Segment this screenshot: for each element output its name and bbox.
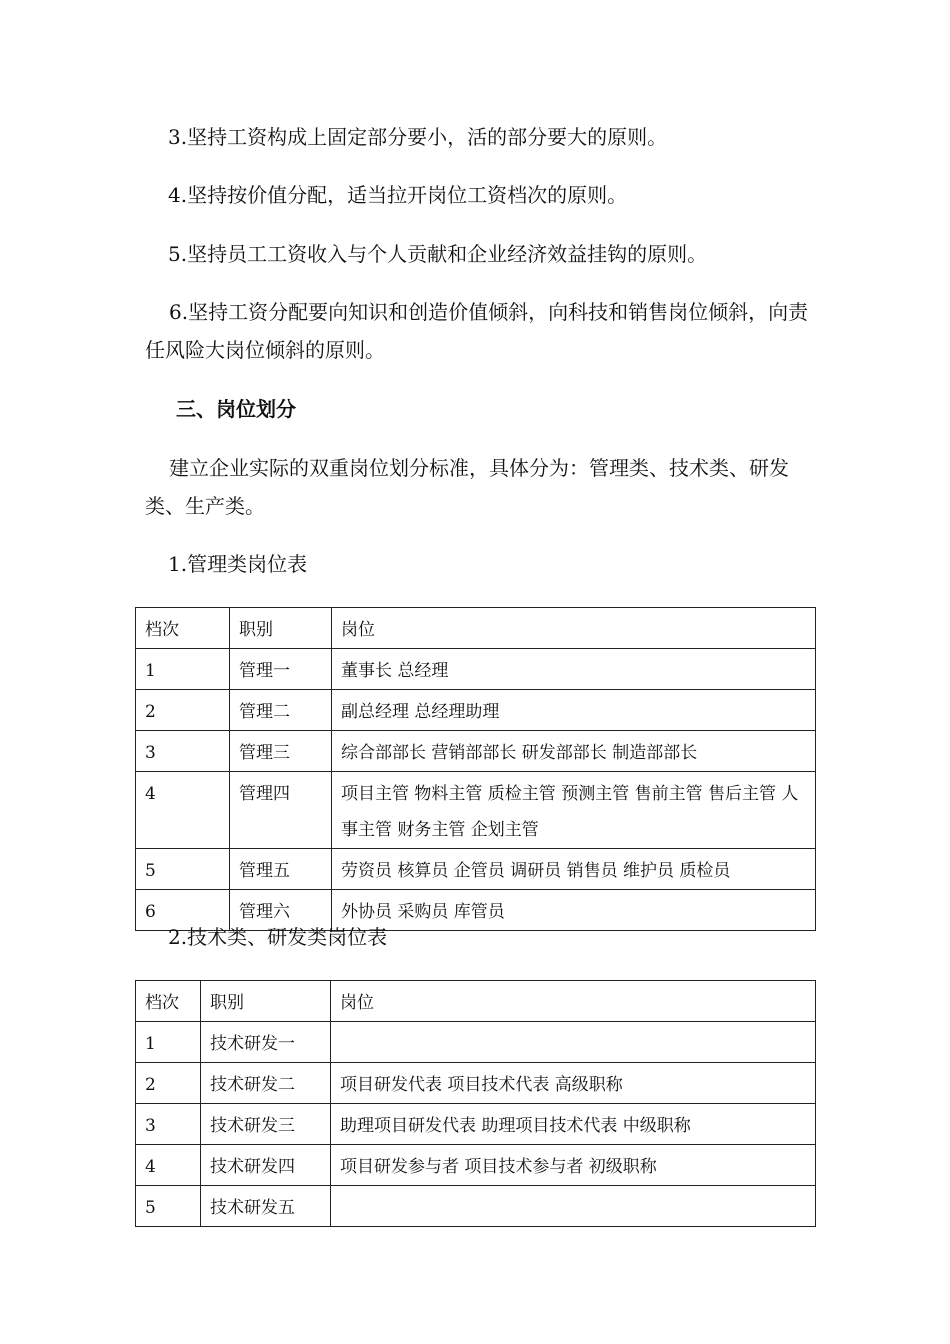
- table-row: [136, 1063, 816, 1104]
- intro-paragraph: 建立企业实际的双重岗位划分标准，具体分为：管理类、技术类、研发类、生产类。: [145, 456, 789, 518]
- header-cell: 岗位: [331, 981, 816, 1022]
- table-cell: [331, 1022, 816, 1063]
- header-cell: 岗位: [332, 608, 816, 649]
- section-title: 三、岗位划分: [176, 397, 296, 421]
- table-cell: 助理项目研发代表 助理项目技术代表 中级职称: [331, 1104, 816, 1145]
- table-row: [136, 772, 816, 849]
- table-cell: 外协员 采购员 库管员: [332, 890, 816, 931]
- table-cell: 技术研发五: [201, 1186, 331, 1227]
- table-cell: [331, 1186, 816, 1227]
- table-cell: 综合部部长 营销部部长 研发部部长 制造部部长: [332, 731, 816, 772]
- table-cell: 2: [136, 690, 230, 731]
- table-cell: 2: [136, 1063, 201, 1104]
- table-header-row: [136, 608, 816, 649]
- table-cell: 技术研发三: [201, 1104, 331, 1145]
- table-cell: 项目研发代表 项目技术代表 高级职称: [331, 1063, 816, 1104]
- table-cell: 5: [136, 1186, 201, 1227]
- table-row: [136, 649, 816, 690]
- table-cell: 董事长 总经理: [332, 649, 816, 690]
- table-cell: 1: [136, 1022, 201, 1063]
- table1-caption: 1.管理类岗位表: [168, 552, 308, 576]
- header-cell: 职别: [230, 608, 332, 649]
- table-cell: 技术研发四: [201, 1145, 331, 1186]
- table-cell: 4: [136, 772, 230, 849]
- principle-3: 3.坚持工资构成上固定部分要小，活的部分要大的原则。: [168, 125, 668, 149]
- table-row: [136, 1104, 816, 1145]
- table-cell: 项目研发参与者 项目技术参与者 初级职称: [331, 1145, 816, 1186]
- tech-rd-positions-table: [135, 980, 816, 1227]
- table-cell: 项目主管 物料主管 质检主管 预测主管 售前主管 售后主管 人事主管 财务主管 企划主管: [332, 772, 816, 849]
- principle-4: 4.坚持按价值分配，适当拉开岗位工资档次的原则。: [168, 183, 628, 207]
- header-cell: 职别: [201, 981, 331, 1022]
- principle-5: 5.坚持员工工资收入与个人贡献和企业经济效益挂钩的原则。: [168, 242, 708, 266]
- table-cell: 管理一: [230, 649, 332, 690]
- table-cell: 劳资员 核算员 企管员 调研员 销售员 维护员 质检员: [332, 849, 816, 890]
- table-cell: 技术研发一: [201, 1022, 331, 1063]
- table-row: [136, 690, 816, 731]
- table-cell: 副总经理 总经理助理: [332, 690, 816, 731]
- table-cell: 6: [136, 890, 230, 931]
- management-positions-table: [135, 607, 816, 931]
- table-header-row: [136, 981, 816, 1022]
- table2-caption: 2.技术类、研发类岗位表: [168, 925, 388, 949]
- table-cell: 1: [136, 649, 230, 690]
- header-cell: 档次: [136, 608, 230, 649]
- header-cell: 档次: [136, 981, 201, 1022]
- table-cell: 3: [136, 1104, 201, 1145]
- table-row: [136, 1022, 816, 1063]
- table-cell: 4: [136, 1145, 201, 1186]
- table-cell: 管理六: [230, 890, 332, 931]
- table-cell: 技术研发二: [201, 1063, 331, 1104]
- table-cell: 3: [136, 731, 230, 772]
- principle-6: 6.坚持工资分配要向知识和创造价值倾斜，向科技和销售岗位倾斜，向责任风险大岗位倾斜的原则。: [145, 300, 809, 362]
- table-row: [136, 1186, 816, 1227]
- table-row: [136, 849, 816, 890]
- table-cell: 5: [136, 849, 230, 890]
- table-cell: 管理三: [230, 731, 332, 772]
- table-row: [136, 731, 816, 772]
- table-cell: 管理二: [230, 690, 332, 731]
- table-cell: 管理五: [230, 849, 332, 890]
- table-row: [136, 1145, 816, 1186]
- table-cell: 管理四: [230, 772, 332, 849]
